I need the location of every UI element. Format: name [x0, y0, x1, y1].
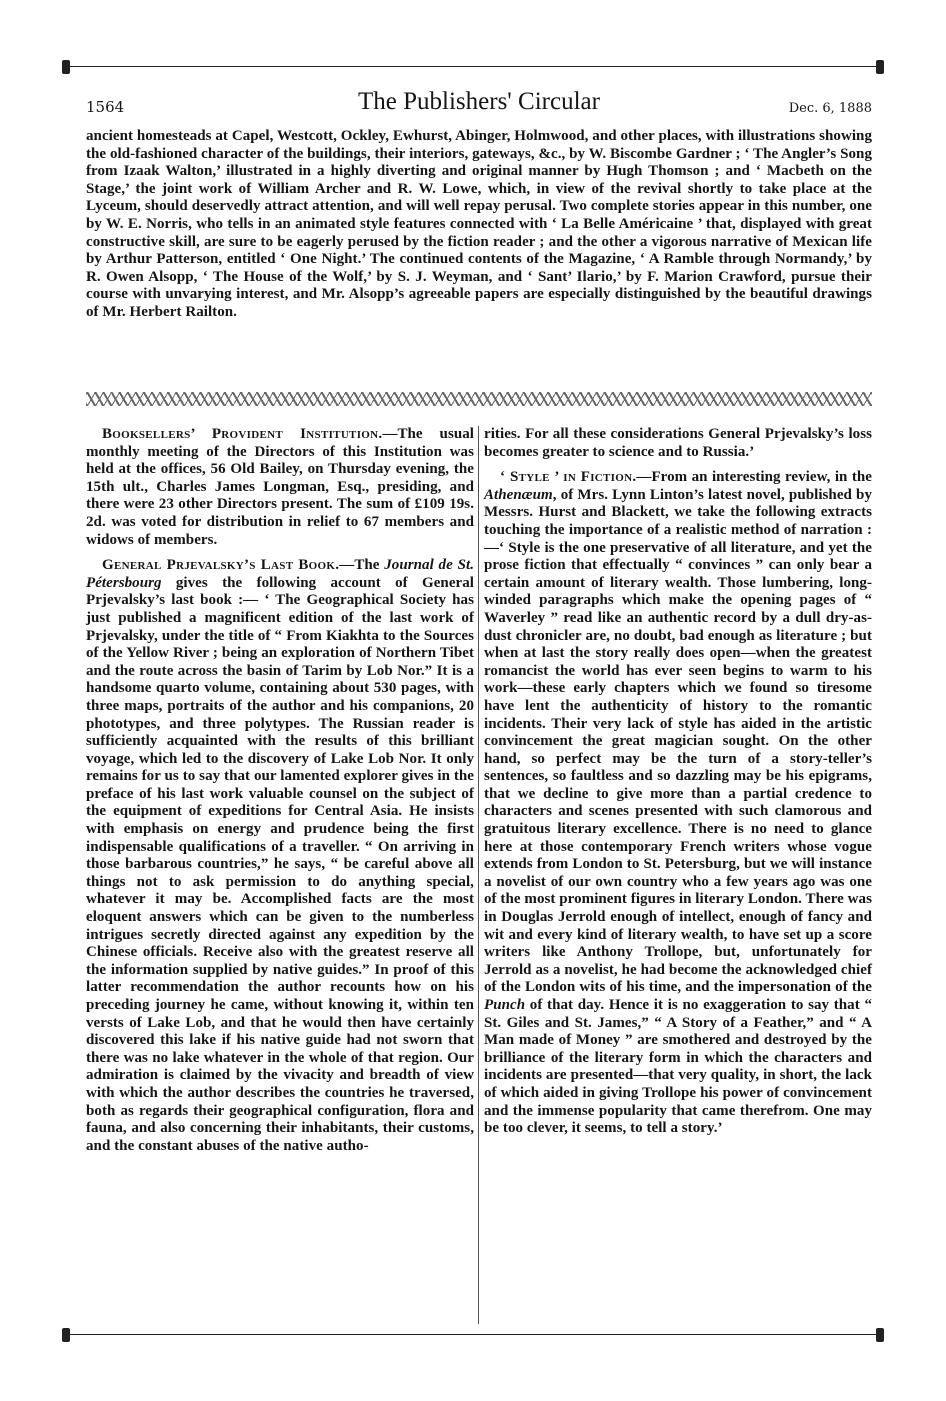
page-number: 1564 — [86, 98, 125, 116]
journal-title: The Publishers' Circular — [358, 88, 600, 115]
style-article — [484, 469, 872, 1138]
top-paragraph: ancient homesteads at Capel, Westcott, Ockley, Ewhurst, Abinger, Holmwood, and other places, with illustrations showing the old-fashioned character of the buildings, their interiors, gateways, &c., by W. Biscombe Gardner ; ‘ The Angler’s Song from Izaak Walton,’ illustrated in a highly diverting and original manner by Hugh Thomson ; and ‘ Macbeth on the Stage,’ the joint work of William Archer and R. W. Lowe, which, in view of the revival shortly to take place at the Lyceum, should deservedly attract attention, and will well repay perusal. Two complete stories appear in this number, one by W. E. Norris, who tells in an animated style features connected with ‘ La Belle Américaine ’ that, displayed with great constructive skill, are sure to be eagerly perused by the fiction reader ; and the other a vigorous narrative of Mexican life by Arthur Patterson, entitled ‘ One Night.’ The continued contents of the Magazine, ‘ A Ramble through Normandy,’ by R. Owen Alsopp, ‘ The House of the Wolf,’ by S. J. Weyman, and ‘ Sant’ Ilario,’ by F. Marion Crawford, pursue their course with unvarying interest, and Mr. Alsopp’s agreeable papers are especially distinguished by the beautiful drawings of Mr. Herbert Railton. — [86, 128, 872, 320]
prjevalsky-heading: General Prjevalsky’s Last Book. — [102, 557, 340, 574]
prjevalsky-body: gives the following account of General Prjevalsky’s last book :— ‘ The Geographical Society has just published a magnificent edition of the last work of Prjevalsky, under the title of “ From Kiakhta to the Sources of the Yellow River ; being an exploration of Northern Tibet and the route across the basin of Tarim by Lob Nor.” It is a handsome quarto volume, containing about 530 pages, with three maps, portraits of the author and his companions, 20 phototypes, and three polytypes. The Russian reader is sufficiently acquainted with the results of this brilliant voyage, which led to the discovery of Lake Lob Nor. It only remains for us to say that our lamented explorer gives in the preface of his last work valuable counsel on the subject of the equipment of expeditions for Central Asia. He insists with emphasis on energy and prudence being the first indispensable qualifications of a traveller. “ On arriving in those barbarous countries,” he says, “ be careful above all things not to ask permission to do anything special, whatever it may be. Accomplished facts are the most eloquent answers which can be given to the numberless intrigues secretly directed against any expedition by the Chinese officials. Receive also with the greatest reserve all the information supplied by native guides.” In proof of this latter recommendation the author recounts how on his preceding journey he came, without knowing it, within ten versts of Lake Lob, and that he would then have certainly discovered this lake if his native guide had not sworn that there was no lake whatever in the whole of that region. Our admiration is claimed by the vivacity and breadth of view with which the author describes the countries he traversed, both as regards their geographical configuration, flora and fauna, and also concerning their inhabitants, their customs, and the constant abuses of the native autho- — [86, 574, 474, 1154]
right-column — [484, 426, 872, 1138]
top-rule-left-ornament — [62, 60, 70, 74]
column-divider — [478, 426, 479, 1324]
top-article-continuation — [86, 128, 872, 322]
bottom-rule-right-ornament — [876, 1328, 884, 1342]
style-journal-name: Athenæum — [484, 486, 553, 503]
booksellers-article — [86, 426, 474, 549]
bottom-rule — [68, 1334, 880, 1335]
booksellers-body: —The usual monthly meeting of the Directors of this Institution was held at the offices, 56 Old Bailey, on Thursday evening, the 15th ult., Charles James Longman, Esq., presiding, and there were 23 other Directors present. The sum of £109 19s. 2d. was voted for distribution in relief to 67 members and widows of members. — [86, 426, 474, 548]
style-heading: ‘ Style ’ in Fiction. — [500, 469, 637, 486]
booksellers-heading: Booksellers’ Provident Institution. — [102, 426, 383, 442]
prjevalsky-journal-name: Journal de St. Pétersbourg — [86, 557, 474, 591]
top-rule — [68, 66, 880, 67]
style-punch-name: Punch — [484, 997, 526, 1013]
prjevalsky-intro: —The — [339, 557, 385, 574]
prjevalsky-article — [86, 557, 474, 1155]
prjevalsky-continuation: rities. For all these considerations General Prjevalsky’s loss becomes greater to science and to Russia.’ — [484, 426, 872, 460]
ornamental-divider — [86, 392, 872, 406]
top-rule-right-ornament — [876, 60, 884, 74]
page-header — [86, 82, 872, 116]
issue-date: Dec. 6, 1888 — [788, 101, 872, 116]
bottom-rule-left-ornament — [62, 1328, 70, 1342]
style-body-b: of that day. Hence it is no exaggeration to say that “ St. Giles and St. James,” “ A Story of a Feather,” and “ A Man made of Money ” are smothered and destroyed by the brilliance of the literary form in which the characters and incidents are presented—that very quality, in short, the lack of which aided in giving Trollope his power of convincement and the immense popularity that came therefrom. One may be too clever, it seems, to tell a story.’ — [484, 997, 872, 1137]
left-column — [86, 426, 474, 1155]
style-body-a: , of Mrs. Lynn Linton’s latest novel, published by Messrs. Hurst and Blackett, we take the following extracts touching the importance of a realistic method of narration :—‘ Style is the one preservative of all literature, and yet the prose fiction that effectually “ convinces ” can only bear a certain amount of literary wealth. Those lumbering, long-winded paragraphs which make the opening pages of “ Waverley ” read like an authentic record by a dull dry-as-dust chronicler are, no doubt, bad enough as literature ; but when at last the story really does open—when the greatest romancist the world has ever seen begins to warm to his work—these early chapters which we found so tiresome have lent the authenticity of history to the romantic incidents. Their very lack of style has aided in the artistic convincement the great magician sought. On the other hand, so perfect may be the turn of a story-teller’s sentences, so faultless and so dazzling may be his epigrams, that we decline to give more than a partial credence to characters and scenes presented with such clamorous and gratuitous literary excellence. There is no need to glance here at those contemporary French writers whose vogue extends from London to St. Petersburg, but we will instance a novelist of our own country who a few years ago was one of the most prominent figures in literary London. There was in Douglas Jerrold enough of intellect, enough of fancy and wit and every kind of literary wealth, to have set up a score writers like Anthony Trollope, but, unfortunately for Jerrold as a novelist, he had become the acknowledged chief of the London wits of his time, and the impersonation of the — [484, 486, 872, 996]
style-intro: —From an interesting review, in the — [636, 469, 872, 486]
